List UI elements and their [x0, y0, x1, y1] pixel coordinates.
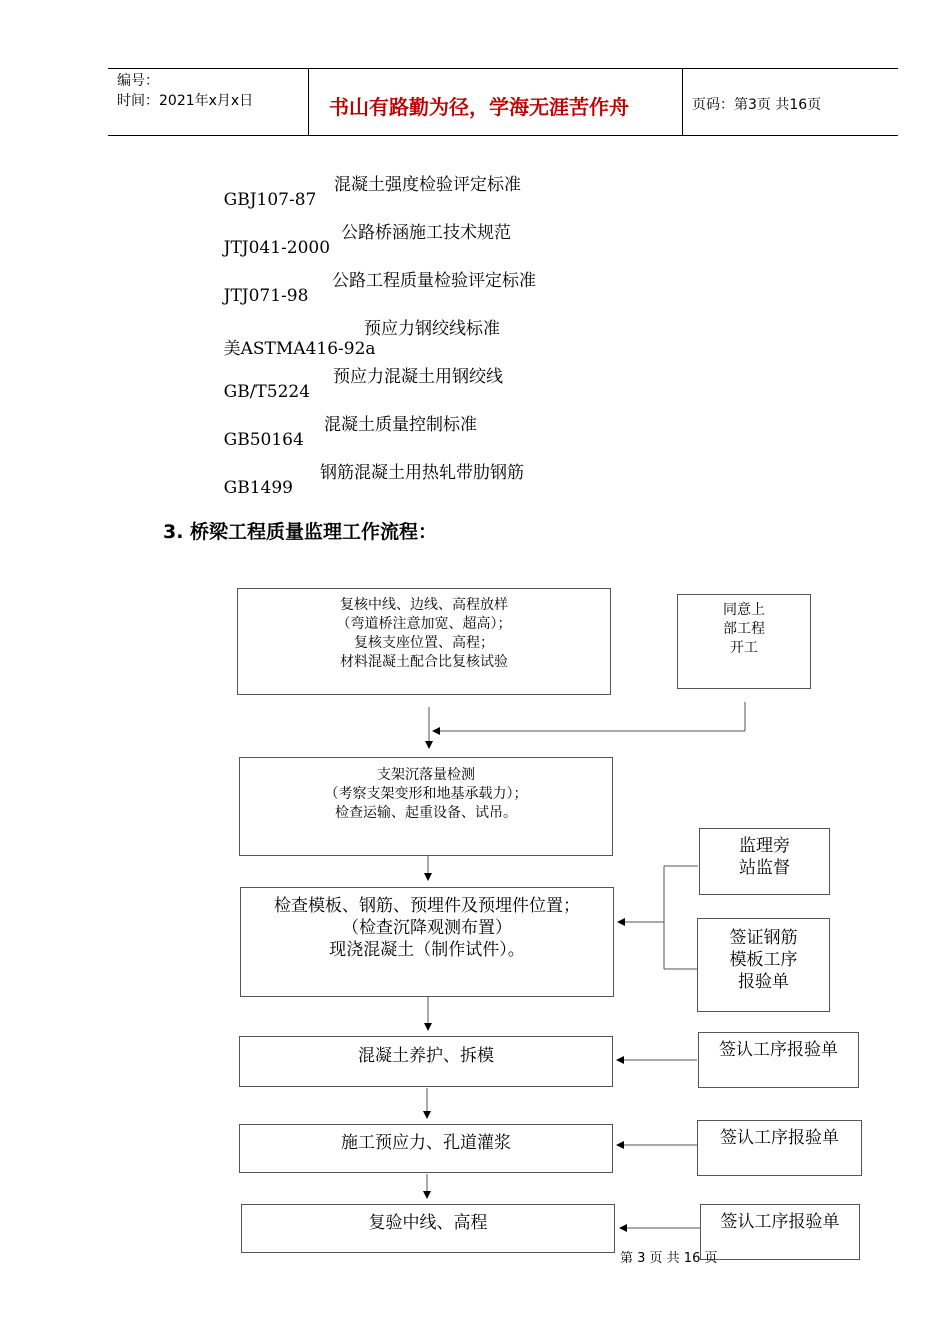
section-title: 3. 桥梁工程质量监理工作流程： — [163, 521, 438, 543]
flow-box-curing — [239, 1036, 613, 1087]
standard-code: GBJ107-87 — [223, 190, 317, 210]
header-page-label: 页码：第3页 共16页 — [692, 97, 822, 113]
flow-box-line: 施工预应力、孔道灌浆 — [341, 1133, 511, 1153]
page-footer: 第 3 页 共 16 页 — [620, 1251, 718, 1266]
flow-box-approve-start — [677, 594, 811, 689]
flow-box-line: 签认工序报验单 — [720, 1128, 839, 1148]
flow-box-line: （考察支架变形和地基承载力）； — [324, 786, 528, 802]
standard-code: GB/T5224 — [223, 382, 311, 402]
flow-box-recheck — [241, 1204, 615, 1253]
standard-name: 公路工程质量检验评定标准 — [332, 271, 536, 291]
flow-box-line: 签认工序报验单 — [719, 1040, 838, 1060]
flow-box-survey — [237, 588, 611, 695]
flow-box-line: 签证钢筋 — [729, 928, 798, 948]
flow-box-line: 同意上 — [723, 602, 765, 618]
flow-box-line: （弯道桥注意加宽、超高）； — [336, 616, 512, 632]
flow-box-sign-1 — [698, 1032, 859, 1088]
flow-box-line: 支架沉落量检测 — [377, 767, 475, 783]
flow-box-line: 现浇混凝土（制作试件）。 — [329, 940, 525, 960]
flow-box-support-check — [239, 757, 613, 856]
standard-name: 混凝土质量控制标准 — [324, 415, 477, 435]
flow-box-line: 部工程 — [723, 621, 765, 637]
header-time-label: 时间：2021年x月x日 — [117, 93, 254, 109]
flow-box-line: 检查运输、起重设备、试吊。 — [335, 805, 517, 821]
standard-code: JTJ041-2000 — [223, 238, 331, 258]
flow-box-line: 复核支座位置、高程； — [354, 635, 494, 651]
standard-name: 钢筋混凝土用热轧带肋钢筋 — [320, 463, 524, 483]
flow-box-line: 复核中线、边线、高程放样 — [340, 597, 508, 613]
flow-box-sign-rebar — [697, 918, 830, 1012]
header-number-label: 编号： — [117, 73, 159, 89]
flow-box-supervise — [699, 828, 830, 895]
flow-box-formwork-check — [240, 887, 614, 997]
flow-box-prestress — [239, 1124, 613, 1173]
flow-box-line: 混凝土养护、拆模 — [358, 1046, 494, 1066]
standard-code: GB1499 — [223, 478, 293, 498]
standard-code: GB50164 — [223, 430, 304, 450]
flow-box-line: 模板工序 — [729, 950, 798, 970]
flow-box-line: 复验中线、高程 — [368, 1213, 488, 1233]
standard-name: 预应力钢绞线标准 — [364, 319, 500, 339]
header-motto: 书山有路勤为径，学海无涯苦作舟 — [329, 95, 629, 119]
standard-name: 预应力混凝土用钢绞线 — [333, 367, 503, 387]
flow-box-line: 签认工序报验单 — [720, 1212, 840, 1232]
flow-box-line: 开工 — [730, 640, 758, 656]
standard-name: 混凝土强度检验评定标准 — [334, 175, 521, 195]
flow-box-line: 站监督 — [739, 858, 790, 878]
flow-box-line: （检查沉降观测布置） — [342, 918, 512, 938]
flow-box-line: 报验单 — [738, 972, 789, 992]
flow-box-line: 检查模板、钢筋、预埋件及预埋件位置； — [274, 896, 580, 916]
flow-box-sign-2 — [697, 1120, 862, 1176]
standard-code: JTJ071-98 — [223, 286, 309, 306]
flow-box-line: 监理旁 — [739, 836, 790, 856]
flow-box-line: 材料混凝土配合比复核试验 — [340, 654, 508, 670]
standard-code: 美ASTMA416-92a — [223, 339, 376, 359]
standard-name: 公路桥涵施工技术规范 — [341, 223, 511, 243]
flow-box-sign-3 — [700, 1204, 860, 1260]
